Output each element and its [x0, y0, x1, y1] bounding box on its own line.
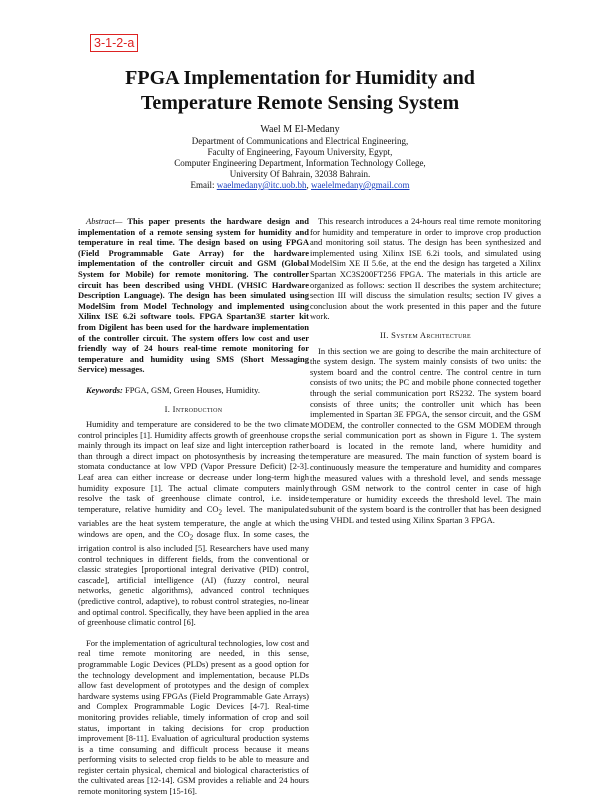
- affiliation-line-2: Faculty of Engineering, Fayoum University, Egypt,: [207, 147, 393, 157]
- right-column: [310, 216, 541, 526]
- architecture-paragraph-1: In this section we are going to describe the main architecture of the system design. The system mainly consists of two units: the system board and the control centre. The control centre in turn consists of two units; the PC and mobile phone connected together through the serial communication port RS232. The system board consists of three units; the controller unit which has been implemented in Spartan 3E FPGA, the sensor circuit, and the GSM MODEM, the controller connected to the GSM MODEM through the serial communication port as shown in Figure 1. The system board is located in the remote land, where humidity and temperature are measured. The main function of system board is continuously measure the temperature and humidity and compares the measured values with a threshold level, and sends message through GSM network to the control center in case of high temperature or humidity exceeds the threshold level. The main subunit of the system board is the controller that has been designed using VHDL and tested using Xilinx Spartan 3 FPGA.: [310, 345, 541, 526]
- email-link-1[interactable]: waelmedany@itc.uob.bh: [216, 180, 307, 190]
- author-name: Wael M El-Medany: [260, 124, 340, 135]
- abstract: [78, 216, 309, 375]
- keywords-label: Keywords:: [86, 384, 123, 395]
- keywords-text: FPGA, GSM, Green Houses, Humidity.: [122, 384, 260, 395]
- intro-paragraph-2: For the implementation of agricultural technologies, low cost and real time remote monitoring are needed, in this sense, programmable Logic Devices (PLDs) present as a good option for the technology development and implementation, because PLDs allow fast development of prototypes and the design of complex hardware systems using FPGAs (Field Programmable Gate Arrays) and Complex Programmable Logic Devices [4-7]. Real-time monitoring provides reliable, timely information of crop and soil status, important in taking decisions for crop production improvement [8-11]. Evaluation of agricultural production systems is a time consuming and difficult process because it means performing visits to selected crop fields to be able to measure and register certain physical, chemical and biological characteristics of the cultivated areas [12-14]. GSM provides a reliable and 24 hours remote monitoring system [15-16].: [78, 637, 309, 797]
- co2-subscript-1: 2: [218, 508, 223, 517]
- co2-subscript-2: 2: [189, 533, 194, 542]
- intro-paragraph-1: [78, 419, 309, 628]
- email-line: [60, 180, 540, 191]
- intro-p1-part-a: Humidity and temperature are considered to be the two climate control principles [1]. Humidity affects growth of greenhouse crops mainly through its impact on leaf size and light interception rather than through a direct impact on photosynthesis by increasing the stomata conductance at low VPD (Vapor Pressure Deficit) [2-3]. Leaf area can either increase or decrease under long-term high humidity exposure [1]. The actual climate computers mainly resolve the task of greenhouse climate control, i.e. inside temperature, relative humidity and CO: [78, 419, 309, 514]
- email-separator: ,: [306, 180, 309, 190]
- email-label: Email:: [190, 180, 215, 190]
- paper-tag-label: 3-1-2-a: [90, 34, 138, 52]
- intro-p1-part-c: dosage flux. In some cases, the irrigation control is also included [5]. Researchers have used many control techniques in different fields, from the conventional or classic strategies [proportional integral derivative (PID) control, cascade], artificial intelligence (AI) (fuzzy control, neural networks, genetic algorithms), advanced control techniques (predictive control, adaptive), to robust control strategies, no-linear and optimal control. Specifically, they have been applied in the area of greenhouse climatic control [6].: [78, 528, 310, 628]
- paper-title: [60, 66, 540, 116]
- author-block: [60, 124, 540, 191]
- intro-paragraph-3: This research introduces a 24-hours real time remote monitoring for humidity and temperature in order to improve crop production and monitoring soil status. The design has been synthesized and implemented using Xilinx ISE 6.2i tools, and simulated using ModelSim XE II 5.6e, at the end the design has targeted a Xilinx Spartan XC3S200FT256 FPGA. The materials in this article are organized as follows: section II describes the system architecture; section III will discuss the simulation results; section IV gives a conclusion about the work presented in this paper and the future work.: [310, 216, 541, 322]
- email-link-2[interactable]: waelelmedany@gmail.com: [311, 180, 410, 190]
- section-heading-architecture: II. System Architecture: [380, 329, 471, 340]
- title-line-1: FPGA Implementation for Humidity and: [125, 67, 475, 89]
- affiliation-line-4: University Of Bahrain, 32038 Bahrain.: [229, 169, 371, 179]
- keywords: [78, 385, 309, 396]
- intro-p1-part-b: level. The manipulated variables are the heat system temperature, the angle at which the windows are open, and the CO: [78, 503, 309, 539]
- affiliation-line-3: Computer Engineering Department, Information Technology College,: [174, 158, 426, 168]
- abstract-lead: Abstract—: [86, 216, 123, 226]
- title-line-2: Temperature Remote Sensing System: [140, 92, 460, 114]
- left-column: [78, 216, 309, 797]
- affiliation-line-1: Department of Communications and Electrical Engineering,: [191, 136, 409, 146]
- section-heading-introduction: I. Introduction: [164, 403, 223, 414]
- abstract-body: This paper presents the hardware design and implementation of a remote sensing system for humidity and temperature in real time. The design based on using FPGA (Field Programmable Gate Array) for the hardware implementation of the controller circuit and GSM (Global System for Mobile) for remote monitoring. The controller circuit has been described using VHDL (VHSIC Hardware Description Language). The design has been simulated using ModelSim from Model Technology and implemented using Xilinx ISE 6.2i software tools. FPGA Spartan3E starter kit from Digilent has been used for the hardware implementation of the controller circuit. The system offers low cost and user friendly way of 24 hours real-time remote monitoring for temperature and humidity using SMS (Short Messaging Service) messages.: [78, 216, 309, 375]
